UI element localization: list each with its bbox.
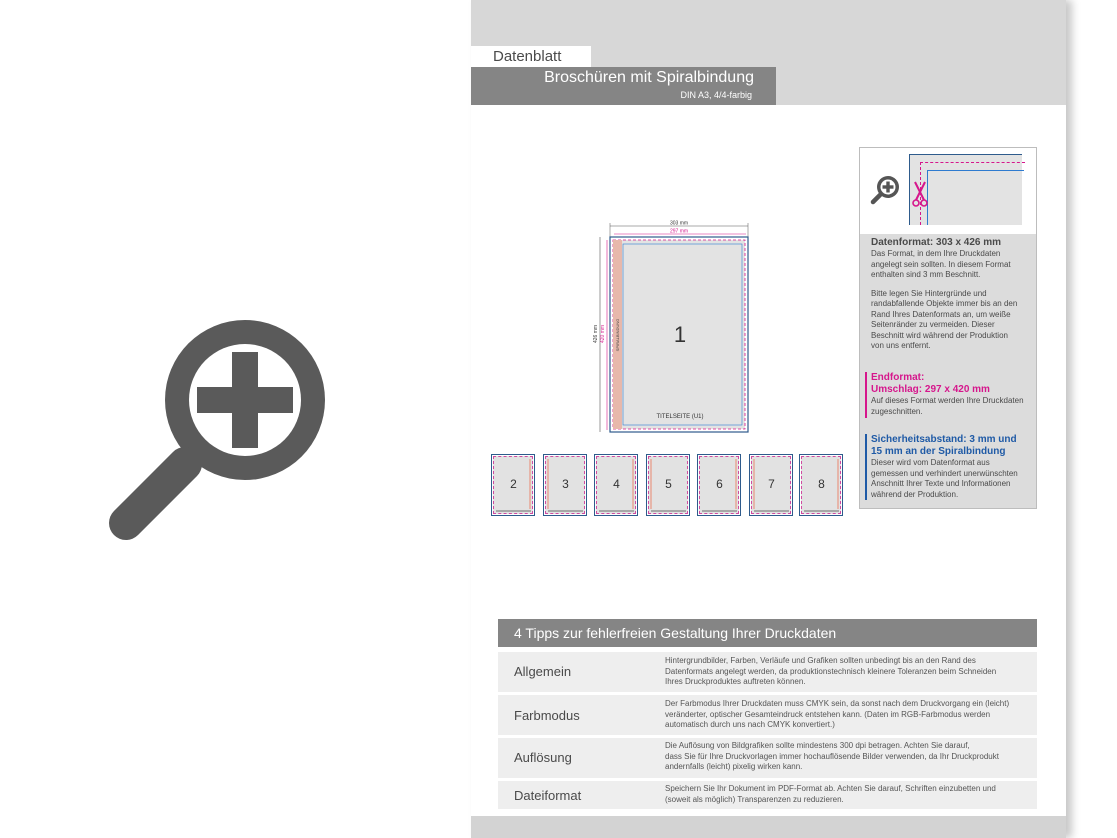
mini-page-4: 4: [593, 453, 640, 518]
tip-line: Der Farbmodus Ihrer Druckdaten muss CMYK sein, da sonst nach dem Druckvorgang ein (leicht): [665, 699, 1010, 708]
bleed-line: Beschnitt wird während der Produktion: [871, 330, 1008, 340]
mini-page-7: 7: [748, 453, 795, 518]
end-format-block: [871, 372, 1024, 417]
bleed-line: Seitenränder zu vermeiden. Dieser: [871, 320, 995, 329]
height-outer-label: 426 mm: [593, 324, 599, 344]
width-outer-label: 303 mm: [669, 220, 689, 227]
tip-label: Auflösung: [514, 750, 572, 765]
data-format-line: angelegt sein sollten. In diesem Format: [871, 259, 1011, 269]
tip-line: Datenformats angelegt werden, da produktionstechnisch kleinere Toleranzen beim Schneiden: [665, 666, 997, 676]
tip-row-allgemein: [498, 652, 1037, 692]
page-caption: TITELSEITE (U1): [656, 414, 704, 420]
mini-page-5: 5: [645, 453, 692, 518]
tip-text: [665, 784, 1035, 805]
safety-line: während der Produktion.: [871, 489, 959, 499]
tip-row-farbmodus: [498, 695, 1037, 735]
tip-text: [665, 699, 1035, 731]
tip-line: Die Auflösung von Bildgrafiken sollte mindestens 300 dpi betragen. Achten Sie darauf,: [665, 741, 970, 750]
tip-line: Ihres Druckproduktes auftreten können.: [665, 677, 806, 686]
tip-line: veränderter, optischer Gesamteindruck entstehen kann. (Daten im RGB-Farbmodus werden: [665, 709, 991, 719]
scissors-icon: [912, 178, 928, 208]
width-inner-label: 297 mm: [669, 228, 689, 235]
tip-line: automatisch durch uns nach CMYK konvertiert.): [665, 720, 835, 729]
safety-line: Dieser wird vom Datenformat aus: [871, 458, 990, 467]
end-format-heading: Endformat:: [871, 372, 925, 383]
end-format-line: Auf dieses Format werden Ihre Druckdaten: [871, 396, 1024, 405]
data-format-block: [871, 237, 1017, 352]
end-format-line: zugeschnitten.: [871, 406, 923, 416]
zoom-in-icon[interactable]: [870, 174, 902, 206]
safety-heading: Sicherheitsabstand: 3 mm und: [871, 434, 1017, 445]
bleed-line: Bitte legen Sie Hintergründe und: [871, 288, 987, 298]
document-kind: Datenblatt: [471, 46, 591, 67]
bleed-line: randabfallende Objekte immer bis an den: [871, 299, 1018, 308]
mini-page-2: 2: [490, 453, 537, 518]
bleed-line: Rand Ihres Datenformats an, um weiße: [871, 309, 1011, 319]
data-format-heading: Datenformat: 303 x 426 mm: [871, 237, 1002, 248]
tip-row-aufloesung: [498, 738, 1037, 778]
document-subtitle: DIN A3, 4/4-farbig: [680, 90, 752, 100]
tip-row-dateiformat: [498, 781, 1037, 809]
tip-line: dass Sie für Ihre Druckvorlagen immer hochauflösende Bilder verwenden, da Ihr Druckprodukt: [665, 751, 999, 761]
document-title: Broschüren mit Spiralbindung: [544, 69, 754, 86]
footer-band: [471, 816, 1066, 838]
mini-page-6: 6: [696, 453, 743, 518]
tip-label: Farbmodus: [514, 708, 580, 723]
zoom-in-magnifier-icon[interactable]: [100, 318, 360, 550]
tip-line: (soweit als möglich) Transparenzen zu reduzieren.: [665, 794, 844, 804]
cover-page-preview: [593, 220, 762, 445]
tip-line: Hintergrundbilder, Farben, Verläufe und Grafiken sollten unbedingt bis an den Rand des: [665, 656, 976, 665]
mini-page-8: 8: [798, 453, 845, 518]
tip-label: Dateiformat: [514, 788, 582, 803]
spine-label: SPIRALBINDUNG: [615, 318, 620, 352]
safety-line: Anschnitt Ihrer Texte und Informationen: [871, 479, 1011, 488]
data-format-line: enthalten sind 3 mm Beschnitt.: [871, 270, 981, 279]
safety-line: gemessen und verhindert unerwünschten: [871, 468, 1018, 478]
tip-text: [665, 656, 1035, 688]
tips-heading: 4 Tipps zur fehlerfreien Gestaltung Ihrer Druckdaten: [498, 619, 1037, 647]
safety-marker: [865, 434, 867, 500]
tip-label: Allgemein: [514, 664, 572, 679]
tip-line: Speichern Sie Ihr Dokument im PDF-Format ab. Achten Sie darauf, Schriften einzubetten und: [665, 784, 996, 793]
tip-line: andernfalls (leicht) pixelig wirken kann.: [665, 762, 803, 771]
end-format-marker: [865, 372, 867, 418]
bleed-line: von uns entfernt.: [871, 341, 931, 350]
height-inner-label: 420 mm: [600, 324, 606, 344]
end-format-size: Umschlag: 297 x 420 mm: [871, 384, 990, 395]
corner-detail-thumbnail: [860, 148, 1036, 234]
page-number: 1: [673, 322, 687, 347]
mini-page-3: 3: [542, 453, 589, 518]
safety-heading-2: 15 mm an der Spiralbindung: [871, 446, 1006, 457]
safety-block: [871, 434, 1018, 500]
tip-text: [665, 741, 1035, 773]
data-format-line: Das Format, in dem Ihre Druckdaten: [871, 249, 1001, 258]
title-box: [471, 67, 776, 105]
